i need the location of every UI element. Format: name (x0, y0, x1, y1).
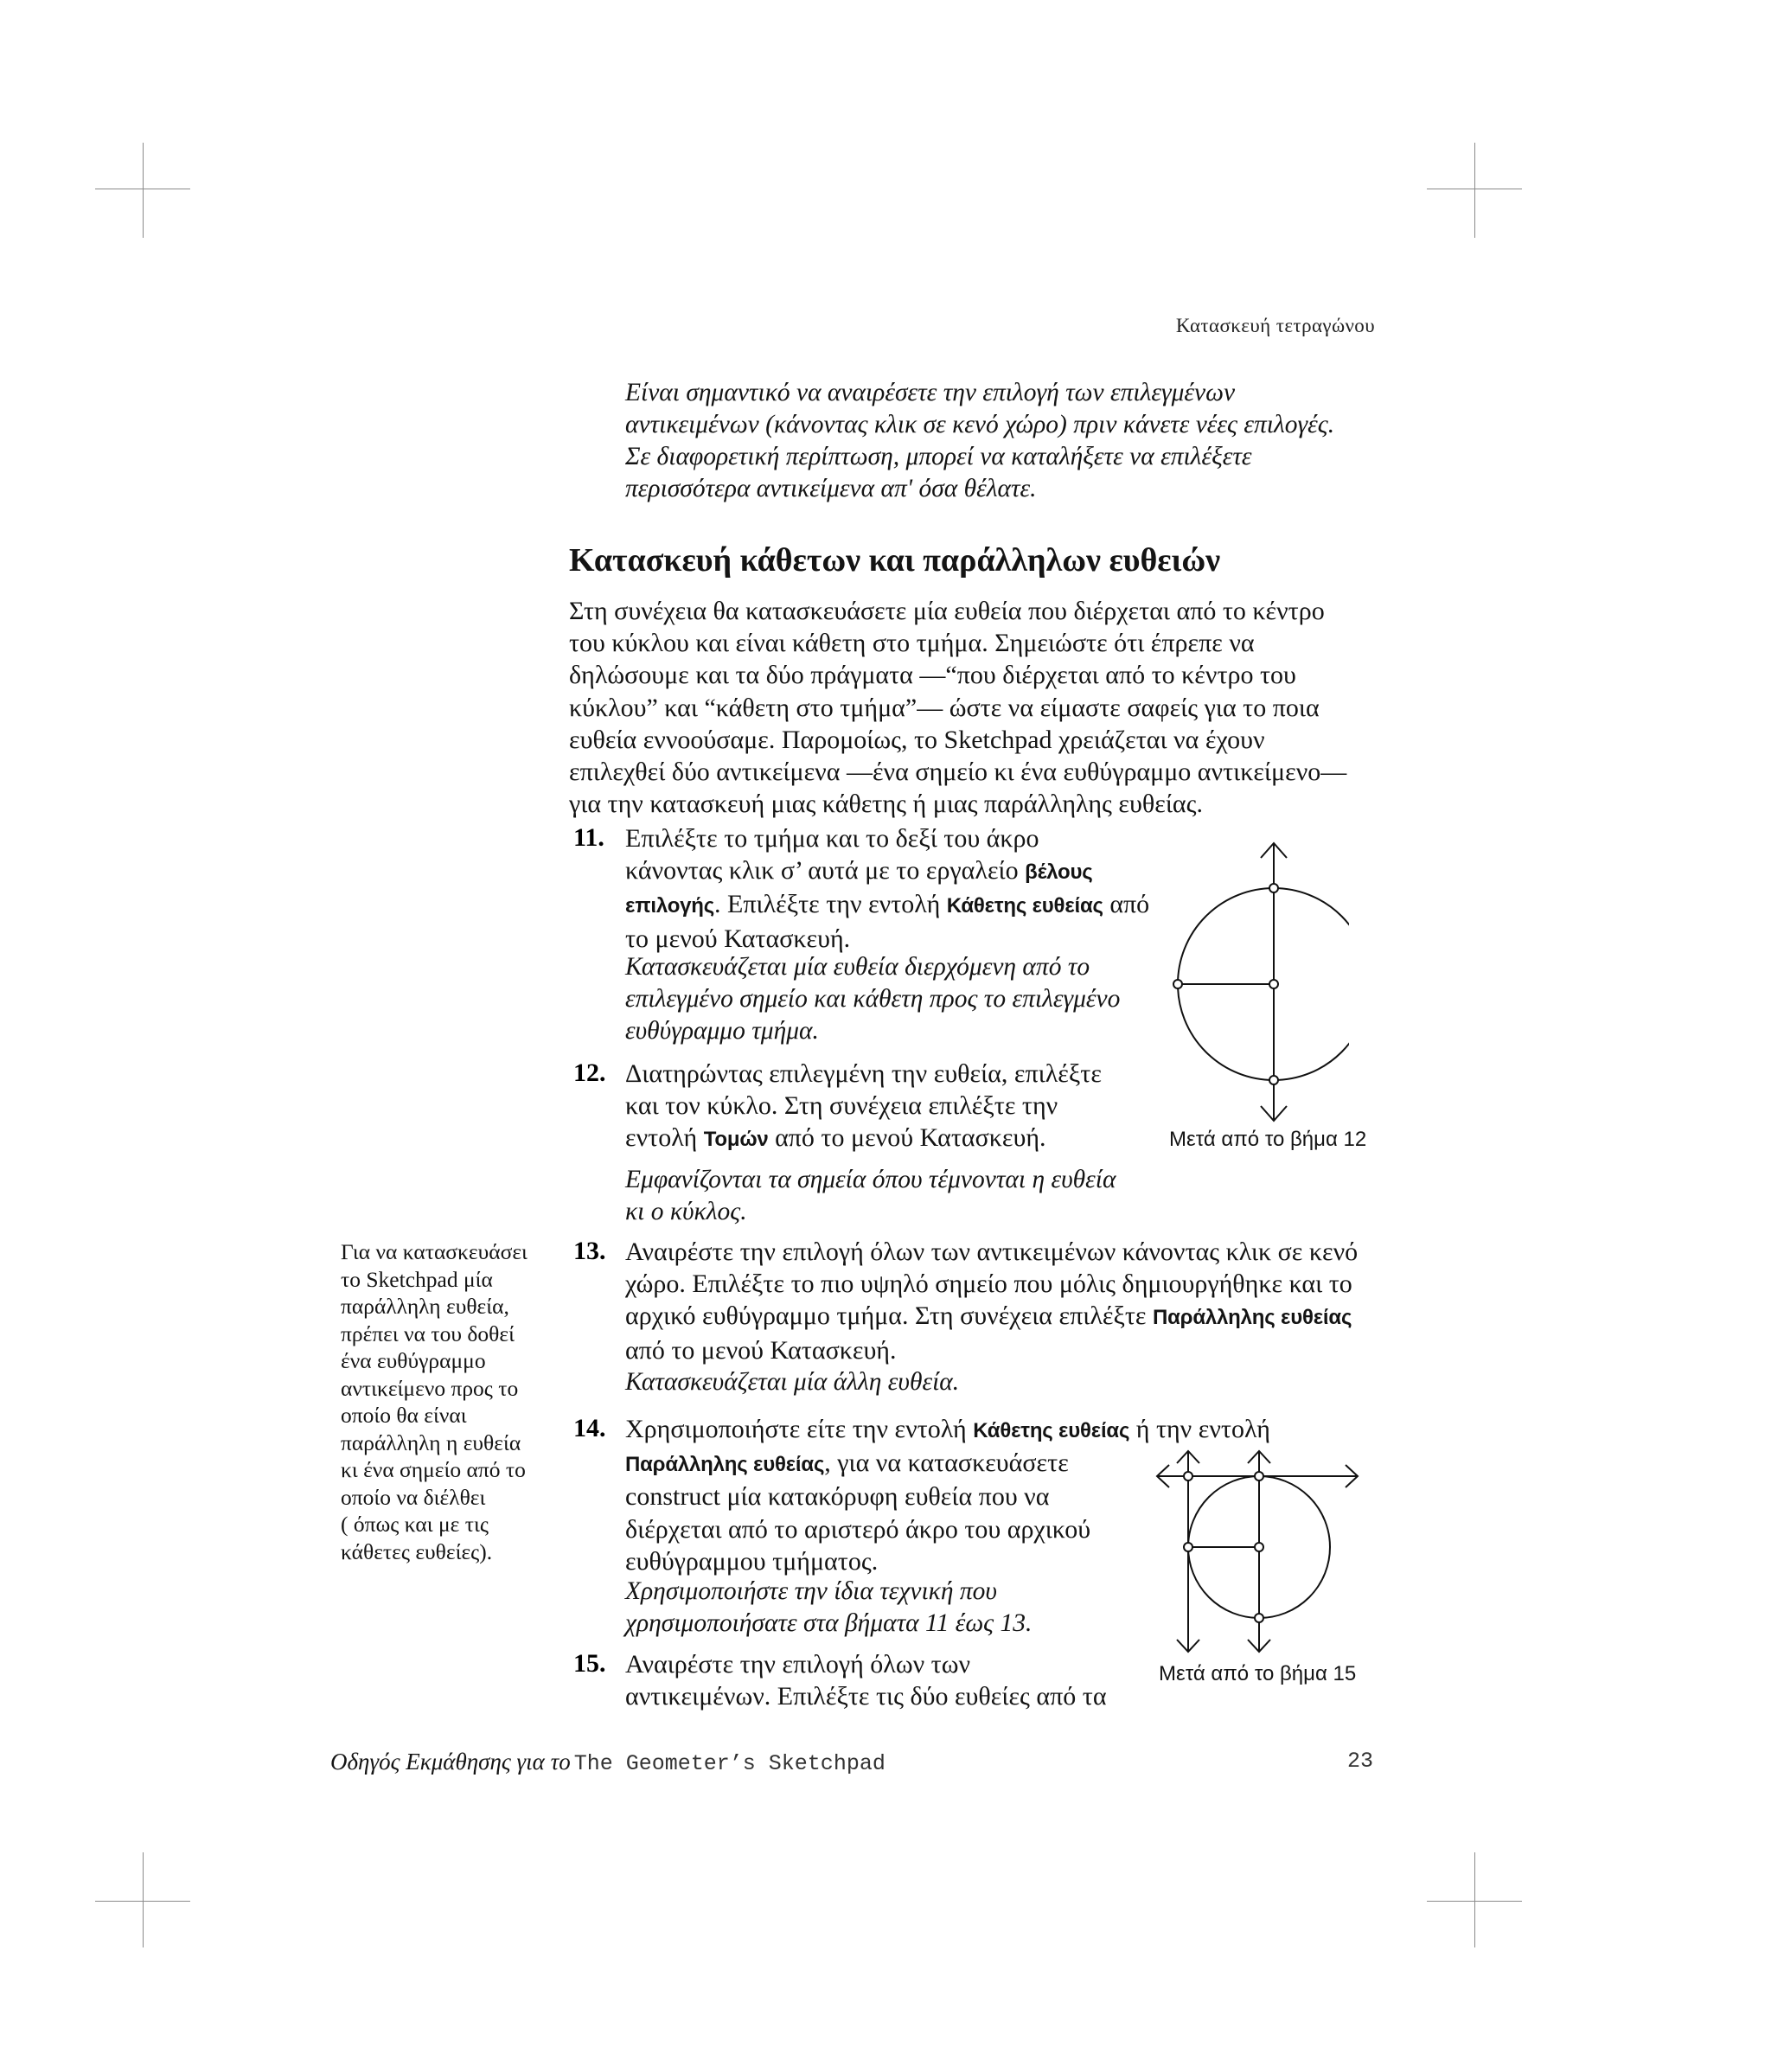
step-12-result-line: κι ο κύκλος. (625, 1198, 747, 1225)
step-11-number: 11. (573, 823, 604, 852)
command-selection: επιλογής (625, 894, 715, 918)
step-12-line (625, 1122, 1161, 1155)
figure-after-step-15 (1150, 1448, 1366, 1664)
intro-paragraph (569, 595, 1373, 820)
step-14-line: διέρχεται από το αριστερό άκρο του αρχικού (625, 1514, 1091, 1544)
step-13-number: 13. (573, 1237, 606, 1265)
figure-1-caption: Μετά από το βήμα 12 (1169, 1128, 1367, 1151)
command-intersections: Τομών (703, 1128, 769, 1152)
step-14-result (625, 1576, 1161, 1640)
step-13-line: από το μενού Κατασκευή. (625, 1335, 897, 1365)
running-header: Κατασκευή τετραγώνου (1175, 315, 1375, 336)
command-perpendicular-line: Κάθετης ευθείας (973, 1419, 1130, 1442)
point-top (1255, 1472, 1263, 1480)
step-11-text (625, 822, 1161, 955)
figure-after-step-12 (1159, 839, 1349, 1124)
intro-line: ευθεία εννοούσαμε. Παρομοίως, το Sketchpad χρειάζεται να έχουν (569, 725, 1265, 754)
margin-note-line: ένα ευθύγραμμο (341, 1348, 486, 1373)
page-number: 23 (1347, 1749, 1374, 1774)
step-14-result-line: χρησιμοποιήσατε στα βήματα 11 έως 13. (625, 1609, 1033, 1637)
margin-note-line: παράλληλη η ευθεία (341, 1429, 521, 1455)
step-15-text (625, 1648, 1161, 1712)
intro-line: κύκλου” και “κάθετη στο τμήμα”— ώστε να είμαστε σαφείς για το ποια (569, 693, 1320, 722)
crop-mark-bottom-right-v (1474, 1852, 1475, 1947)
step-12-result-line: Εμφανίζονται τα σημεία όπου τέμνονται η ευθεία (625, 1166, 1116, 1193)
step-11-result-line: επιλεγμένο σημείο και κάθετη προς το επιλεγμένο (625, 985, 1121, 1013)
step-15-line: Αναιρέστε την επιλογή όλων των (625, 1650, 971, 1679)
note-line: Σε διαφορετική περίπτωση, μπορεί να καταλήξετε να επιλέξετε (625, 443, 1252, 470)
footer-book-title (330, 1749, 886, 1776)
step-12-line: και τον κύκλο. Στη συνέχεια επιλέξτε την (625, 1091, 1058, 1121)
step-15-number: 15. (573, 1649, 606, 1678)
margin-note-line: οποίο θα είναι (341, 1403, 467, 1428)
step-14-line: construct μία κατακόρυφη ευθεία που να (625, 1482, 1050, 1512)
step-14-line: ευθύγραμμου τμήματος. (625, 1546, 879, 1576)
step-13-line: χώρο. Επιλέξτε το πιο υψηλό σημείο που μόλις δημιουργήθηκε και το (625, 1269, 1352, 1299)
point-bottom (1255, 1614, 1263, 1622)
crop-mark-top-right-v (1474, 143, 1475, 238)
selection-note (625, 377, 1421, 505)
step-11-line (625, 854, 1161, 888)
intro-line: του κύκλου και είναι κάθετη στο τμήμα. Σημειώστε ότι έπρεπε να (569, 629, 1255, 658)
step-13-text (625, 1236, 1421, 1366)
step-14-line-text: , για να κατασκευάσετε (824, 1448, 1069, 1478)
intro-line: δηλώσουμε και τα δύο πράγματα —“που διέρχεται από το κέντρο του (569, 661, 1296, 690)
margin-note-line: οποίο να διέλθει (341, 1484, 486, 1510)
step-12-text (625, 1058, 1161, 1156)
margin-note-line: ( όπως και με τις (341, 1512, 489, 1537)
note-line: περισσότερα αντικείμενα απ' όσα θέλατε. (625, 475, 1037, 502)
step-13-line: Αναιρέστε την επιλογή όλων των αντικειμένων κάνοντας κλικ σε κενό (625, 1237, 1359, 1266)
step-12-line: Διατηρώντας επιλεγμένη την ευθεία, επιλέξτε (625, 1059, 1102, 1088)
command-parallel-line: Παράλληλης ευθείας (1153, 1306, 1352, 1330)
note-line: αντικειμένων (κάνοντας κλικ σε κενό χώρο) πριν κάνετε νέες επιλογές. (625, 411, 1335, 438)
point-bottom (1269, 1076, 1278, 1084)
point-top-left (1184, 1472, 1192, 1480)
step-11-line: Επιλέξτε το τμήμα και το δεξί του άκρο (625, 824, 1039, 853)
step-12-line-text: από το μενού Κατασκευή. (775, 1123, 1046, 1153)
step-14-result-line: Χρησιμοποιήστε την ίδια τεχνική που (625, 1577, 997, 1605)
step-13-line (625, 1300, 1421, 1333)
step-11-line: το μενού Κατασκευή. (625, 924, 851, 953)
step-14-line (625, 1413, 1386, 1447)
step-13-result: Κατασκευάζεται μία άλλη ευθεία. (625, 1368, 960, 1396)
command-perpendicular-line: Κάθετης ευθείας (946, 894, 1103, 918)
footer-title-product: The Geometer’s Sketchpad (573, 1751, 886, 1776)
step-12-line-text: εντολή (625, 1123, 698, 1153)
margin-note-line: Για να κατασκευάσει (341, 1239, 527, 1264)
step-14-number: 14. (573, 1414, 606, 1442)
margin-note-line: κι ένα σημείο από το (341, 1457, 526, 1482)
command-parallel-line: Παράλληλης ευθείας (625, 1453, 825, 1477)
step-11-line-text: . Επιλέξτε την εντολή (714, 890, 941, 919)
note-line: Είναι σημαντικό να αναιρέσετε την επιλογή των επιλεγμένων (625, 379, 1236, 406)
margin-note-line: κάθετες ευθείες). (341, 1538, 493, 1564)
step-15-line: αντικειμένων. Επιλέξτε τις δύο ευθείες από τα (625, 1682, 1107, 1711)
point-center (1255, 1543, 1263, 1551)
step-11-result-line: Κατασκευάζεται μία ευθεία διερχόμενη από το (625, 953, 1090, 981)
figure-2-caption: Μετά από το βήμα 15 (1159, 1662, 1357, 1685)
step-12-result (625, 1164, 1161, 1228)
section-heading: Κατασκευή κάθετων και παράλληλων ευθειών (569, 542, 1221, 579)
point-top (1269, 884, 1278, 892)
point-center (1269, 980, 1278, 988)
margin-note-line: αντικείμενο προς το (341, 1375, 519, 1401)
step-12-number: 12. (573, 1058, 606, 1087)
step-14-line-text: Χρησιμοποιήστε είτε την εντολή (625, 1415, 967, 1443)
step-14-line-text: ή την εντολή (1135, 1415, 1270, 1443)
crop-mark-top-left-v (143, 143, 144, 238)
step-11-result (625, 951, 1161, 1047)
intro-line: για την κατασκευή μιας κάθετης ή μιας παράλληλης ευθείας. (569, 790, 1203, 819)
point-left (1184, 1543, 1192, 1551)
step-13-line-text: αρχικό ευθύγραμμο τμήμα. Στη συνέχεια επιλέξτε (625, 1301, 1147, 1331)
margin-note-line: παράλληλη ευθεία, (341, 1294, 509, 1319)
step-11-line-text: κάνοντας κλικ σ’ αυτά με το εργαλείο (625, 856, 1019, 886)
command-arrow-tool: βέλους (1025, 860, 1093, 885)
intro-line: επιλεχθεί δύο αντικείμενα —ένα σημείο κι ένα ευθύγραμμο αντικείμενο— (569, 758, 1347, 787)
step-11-line-text: από (1109, 890, 1150, 919)
crop-mark-bottom-left-v (143, 1852, 144, 1947)
step-11-line (625, 888, 1161, 922)
margin-note-line: πρέπει να του δοθεί (341, 1321, 515, 1346)
intro-line: Στη συνέχεια θα κατασκευάσετε μία ευθεία που διέρχεται από το κέντρο (569, 597, 1325, 625)
point-left (1173, 980, 1182, 988)
margin-note (341, 1238, 548, 1565)
step-11-result-line: ευθύγραμμο τμήμα. (625, 1017, 819, 1045)
margin-note-line: το Sketchpad μία (341, 1266, 493, 1292)
footer-title-prefix: Οδηγός Εκμάθησης για το (330, 1749, 571, 1775)
